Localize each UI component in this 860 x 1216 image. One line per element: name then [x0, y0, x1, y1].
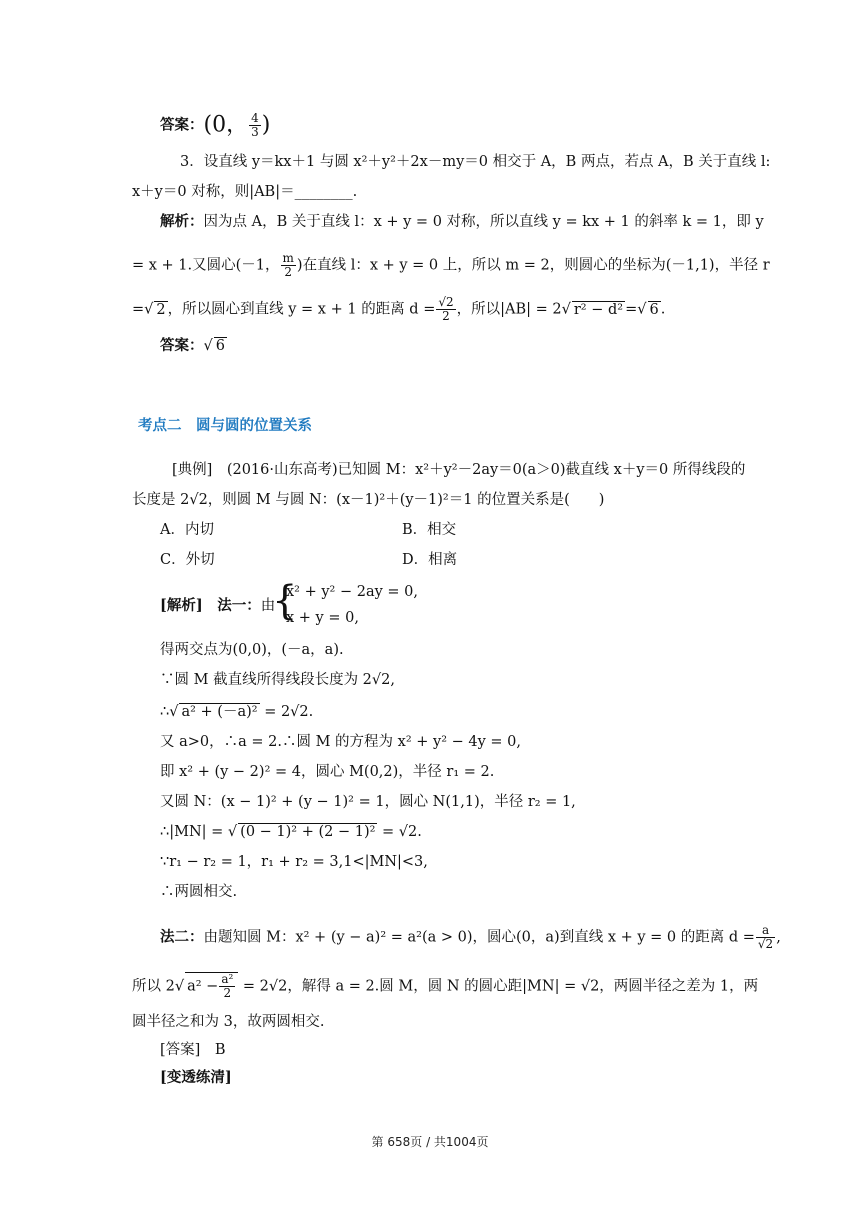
option-a: A．内切: [160, 522, 214, 538]
answer-close: ): [261, 112, 271, 138]
method1-l9: ∴两圆相交.: [160, 884, 238, 900]
solution3-line3: =√ 2 ，所以圆心到直线 y = x + 1 的距离 d = $\frac{√2}{2}$ ，所以|AB| = 2√ r² − d² =√ 6 .: [132, 295, 666, 323]
option-c: C．外切: [160, 552, 215, 568]
answer-fraction: $\frac{4}{3}$: [251, 111, 259, 139]
answer-label: 答案：: [160, 116, 204, 134]
problem3-line1: 3．设直线 y＝kx＋1 与圆 x²＋y²＋2x－my＝0 相交于 A，B 两点，若点 A，B 关于直线 l:: [180, 154, 771, 170]
method2-l2: 所以 2√ a² − $\frac{\text{a²}}{2}$ = 2√2，解得 a = 2.圆 M，圆 N 的圆心距|MN| = √2，两圆半径之差为 1，两: [132, 972, 759, 1000]
option-b: B．相交: [402, 522, 457, 538]
a-over-root2-fraction: $\frac{a}{√2}$: [757, 923, 774, 951]
method1-l1: 得两交点为(0,0)，(－a，a).: [160, 642, 344, 658]
method1-l5: 即 x² + (y − 2)² = 4，圆心 M(0,2)，半径 r₁ = 2.: [160, 764, 495, 780]
solution3-answer: 答案：√ 6: [160, 337, 225, 354]
system-eq2: x + y = 0,: [286, 610, 359, 626]
example-line1: [典例] (2016·山东高考)已知圆 M：x²＋y²－2ay＝0(a＞0)截直线 x＋y＝0 所得线段的: [172, 462, 746, 478]
practice-heading: [变透练清]: [160, 1069, 232, 1086]
system-brace: {: [272, 578, 298, 624]
method1-label: [解析] 法一：由: [160, 597, 276, 614]
option-d: D．相离: [402, 552, 458, 568]
method1-l7: ∴|MN| = √ (0 − 1)² + (2 − 1)² = √2.: [160, 824, 422, 840]
method1-l8: ∵r₁ − r₂ = 1，r₁ + r₂ = 3,1<|MN|<3,: [160, 854, 428, 870]
answer-b: [答案] B: [160, 1042, 226, 1058]
problem3-line2: x＋y＝0 对称，则|AB|＝________.: [132, 184, 358, 200]
page-footer: 第 658页 / 共1004页: [371, 1135, 489, 1149]
method1-l3: ∴√ a² + (－a)² = 2√2.: [160, 704, 314, 720]
solution3-line1: 解析：因为点 A，B 关于直线 l：x + y = 0 对称，所以直线 y = kx + 1 的斜率 k = 1，即 y: [160, 213, 764, 230]
solution3-line2: = x + 1.又圆心(－1， $\frac{m}{2}$ )在直线 l：x + y = 0 上，所以 m = 2，则圆心的坐标为(－1,1)，半径 r: [132, 251, 770, 279]
method1-l6: 又圆 N：(x − 1)² + (y − 1)² = 1，圆心 N(1,1)，半径 r₂ = 1,: [160, 794, 576, 810]
section-title: 考点二 圆与圆的位置关系: [138, 418, 312, 434]
method1-l2: ∵圆 M 截直线所得线段长度为 2√2,: [160, 672, 395, 688]
distance-fraction: $\frac{√2}{2}$: [438, 295, 454, 323]
example-line2: 长度是 2√2，则圆 M 与圆 N：(x－1)²＋(y－1)²＝1 的位置关系是( ): [132, 492, 605, 508]
system-eq1: x² + y² − 2ay = 0,: [286, 584, 418, 600]
answer-line-prev: [160, 112, 270, 139]
m-over-2-fraction: $\frac{m}{2}$: [282, 251, 294, 279]
answer-open: (0，: [203, 112, 249, 138]
method2-l3: 圆半径之和为 3，故两圆相交.: [132, 1014, 325, 1030]
method2-l1: 法二：由题知圆 M：x² + (y − a)² = a²(a > 0)，圆心(0，a)到直线 x + y = 0 的距离 d = $\frac{a}{√2}$ ,: [160, 923, 781, 951]
a2-over-2-fraction: $\frac{\text{a²}}{2}$: [221, 972, 234, 1000]
solution-label: 解析：: [160, 213, 204, 230]
method1-l4: 又 a>0，∴a = 2.∴圆 M 的方程为 x² + y² − 4y = 0,: [160, 734, 521, 750]
